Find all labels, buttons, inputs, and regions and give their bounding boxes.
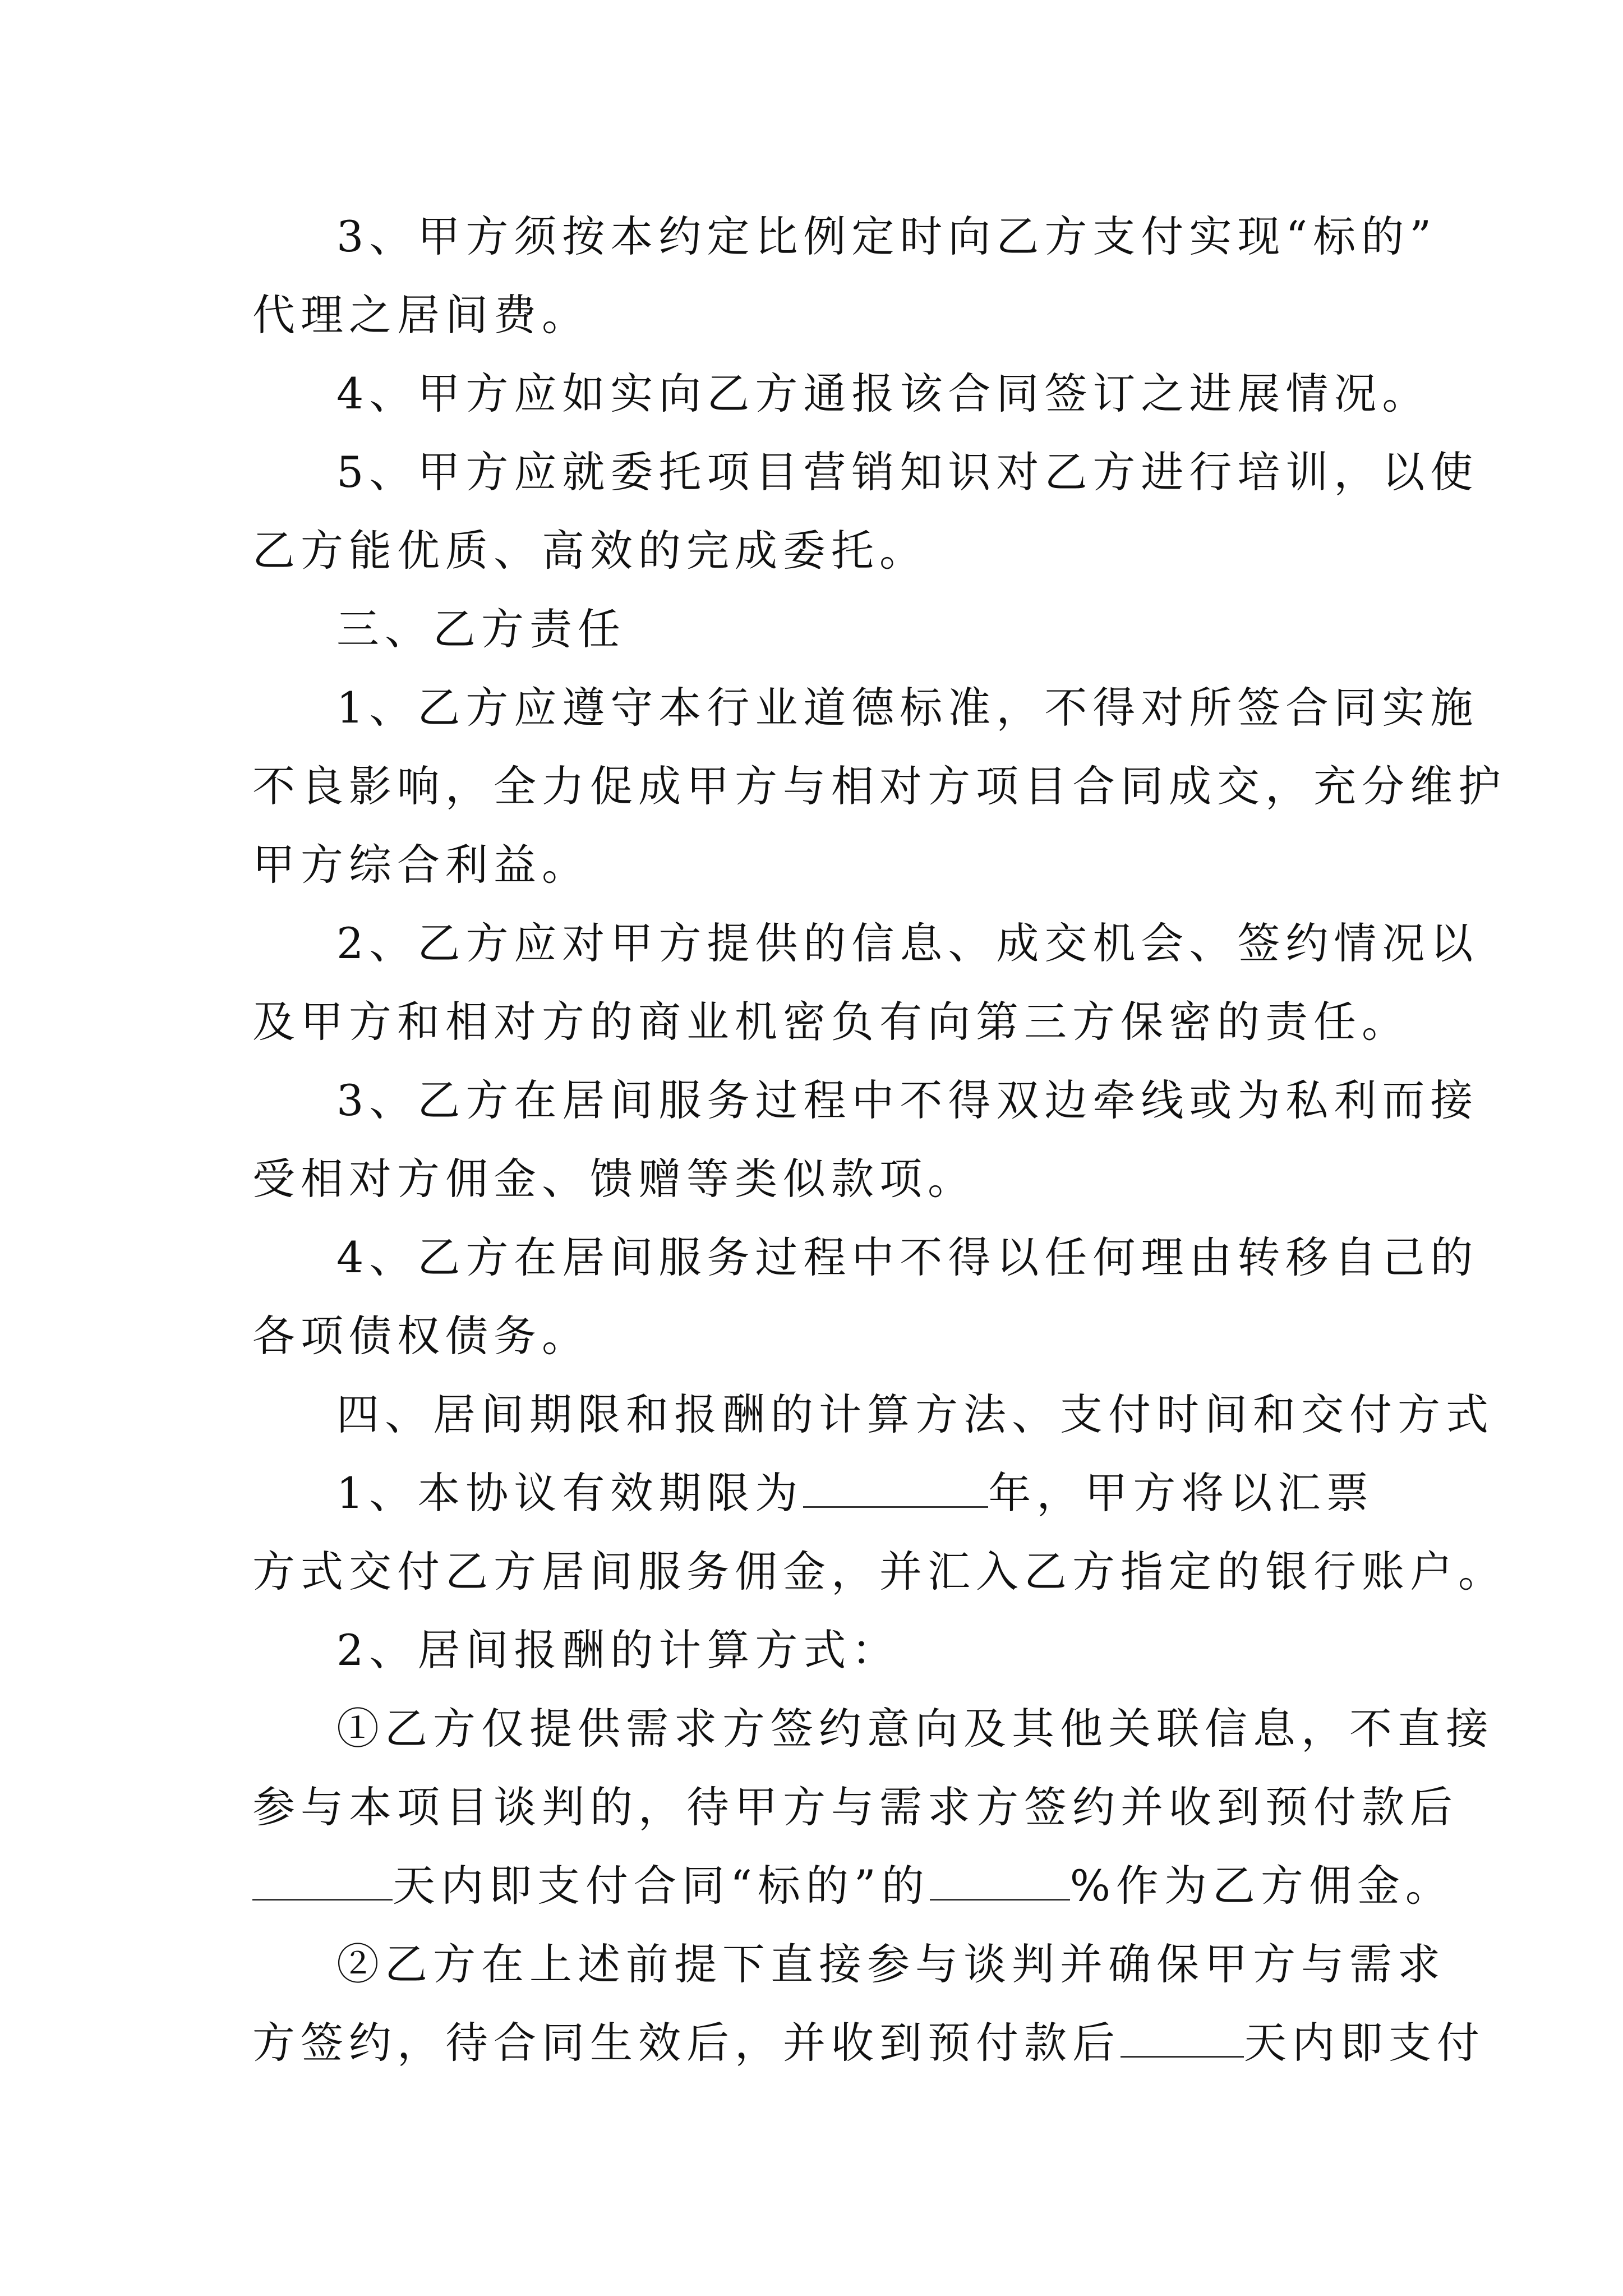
paragraph-b2-line1: 2、乙方应对甲方提供的信息、成交机会、签约情况以 [336,918,1479,968]
section-heading-3: 三、乙方责任 [336,604,626,654]
clause-1-text-b: %作为乙方佣金。 [1069,1861,1454,1911]
clause-1-line1: ①乙方仅提供需求方签约意向及其他关联信息，不直接 [336,1704,1494,1754]
days-blank-2 [1121,2016,1244,2058]
clause-2-text-a: 方签约，待合同生效后，并收到预付款后 [252,2018,1121,2068]
clause-2-line2 [252,2015,1485,2071]
paragraph-c1-text-a: 1、本协议有效期限为 [336,1468,804,1518]
percent-blank [930,1858,1070,1901]
paragraph-b2-line2: 及甲方和相对方的商业机密负有向第三方保密的责任。 [252,997,1410,1047]
section-heading-4: 四、居间期限和报酬的计算方法、支付时间和交付方式 [336,1389,1494,1439]
paragraph-c1-text-b: 年，甲方将以汇票 [988,1468,1375,1518]
paragraph-b4-line1: 4、乙方在居间服务过程中不得以任何理由转移自己的 [336,1232,1479,1282]
days-blank-1 [252,1858,393,1901]
paragraph-b3-line2: 受相对方佣金、馈赠等类似款项。 [252,1154,976,1204]
paragraph-b1-line2: 不良影响，全力促成甲方与相对方项目合同成交，充分维护 [252,761,1506,811]
clause-1-text-a: 天内即支付合同“标的”的 [393,1861,930,1911]
paragraph-a3-line1: 3、甲方须按本约定比例定时向乙方支付实现“标的” [336,211,1437,261]
paragraph-a4: 4、甲方应如实向乙方通报该合同签订之进展情况。 [336,369,1431,418]
paragraph-c1-line1 [336,1465,1469,1521]
clause-2-text-b: 天内即支付 [1244,2018,1485,2068]
paragraph-a3-line2: 代理之居间费。 [252,290,590,340]
paragraph-a5-line2: 乙方能优质、高效的完成委托。 [252,526,928,576]
paragraph-b1-line1: 1、乙方应遵守本行业道德标准，不得对所签合同实施 [336,683,1479,733]
term-years-blank [803,1466,988,1508]
clause-1-line2: 参与本项目谈判的，待甲方与需求方签约并收到预付款后 [252,1782,1458,1832]
paragraph-c2: 2、居间报酬的计算方式： [336,1625,900,1675]
paragraph-b4-line2: 各项债权债务。 [252,1311,590,1361]
paragraph-b1-line3: 甲方综合利益。 [252,840,590,890]
clause-1-line3 [252,1858,1454,1914]
paragraph-a5-line1: 5、甲方应就委托项目营销知识对乙方进行培训，以使 [336,447,1479,497]
paragraph-b3-line1: 3、乙方在居间服务过程中不得双边牵线或为私利而接 [336,1075,1479,1125]
clause-2-line1: ②乙方在上述前提下直接参与谈判并确保甲方与需求 [336,1939,1446,1989]
paragraph-c1-line2: 方式交付乙方居间服务佣金，并汇入乙方指定的银行账户。 [252,1547,1506,1596]
